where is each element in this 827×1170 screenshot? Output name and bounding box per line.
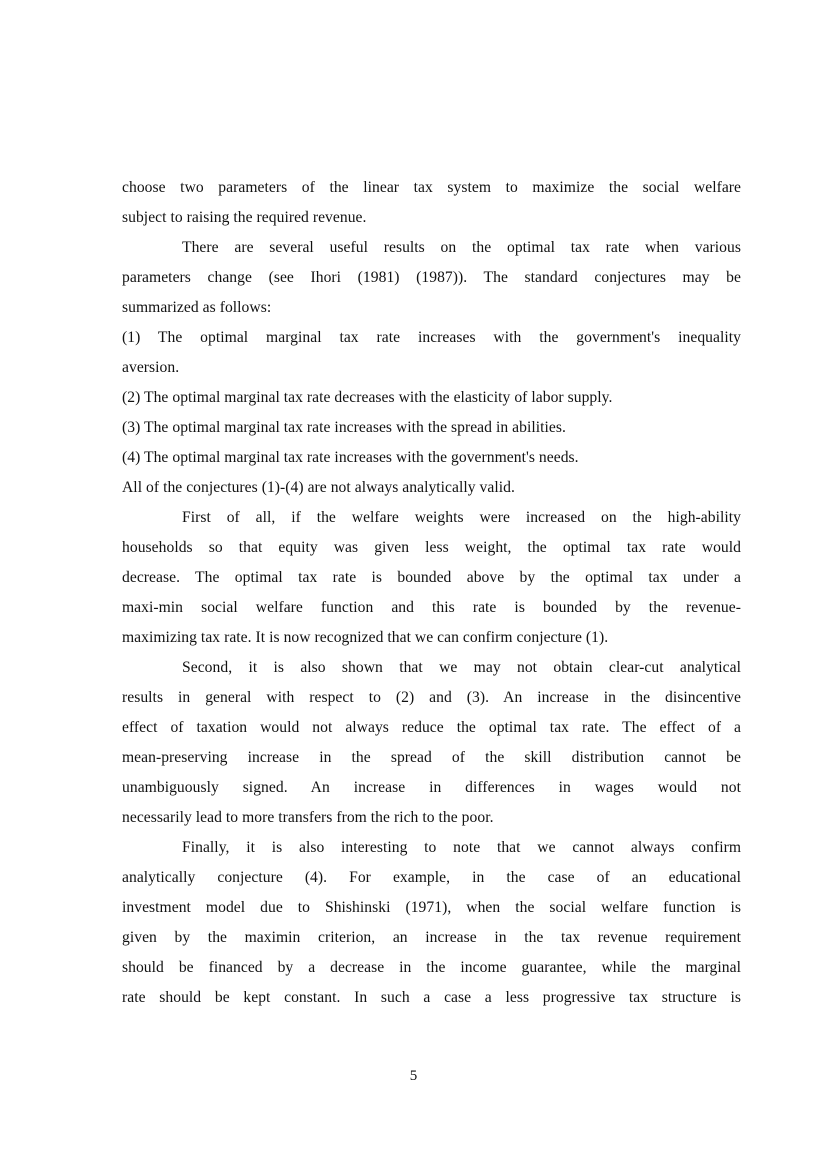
text-line: decrease. The optimal tax rate is bounded above by the optimal tax under a	[122, 569, 741, 586]
text-line: Finally, it is also interesting to note that we cannot always confirm	[182, 839, 741, 856]
body-text	[122, 173, 741, 1013]
text-line: aversion.	[122, 359, 180, 376]
text-line: (4) The optimal marginal tax rate increases with the government's needs.	[122, 449, 579, 466]
text-line: choose two parameters of the linear tax system to maximize the social welfare	[122, 179, 741, 196]
text-line: subject to raising the required revenue.	[122, 209, 367, 226]
text-line: analytically conjecture (4). For example, in the case of an educational	[122, 869, 741, 886]
text-line: mean-preserving increase in the spread of the skill distribution cannot be	[122, 749, 741, 766]
text-line: (1) The optimal marginal tax rate increases with the government's inequality	[122, 329, 741, 346]
text-line: rate should be kept constant. In such a case a less progressive tax structure is	[122, 989, 741, 1006]
text-line: unambiguously signed. An increase in differences in wages would not	[122, 779, 741, 796]
text-line: should be financed by a decrease in the income guarantee, while the marginal	[122, 959, 741, 976]
page-number: 5	[409, 1068, 418, 1084]
text-line: results in general with respect to (2) and (3). An increase in the disincentive	[122, 689, 741, 706]
text-line: (2) The optimal marginal tax rate decreases with the elasticity of labor supply.	[122, 389, 613, 406]
text-line: necessarily lead to more transfers from the rich to the poor.	[122, 809, 494, 826]
text-line: effect of taxation would not always reduce the optimal tax rate. The effect of a	[122, 719, 741, 736]
text-line: First of all, if the welfare weights were increased on the high-ability	[182, 509, 741, 526]
text-line: Second, it is also shown that we may not obtain clear-cut analytical	[182, 659, 741, 676]
text-line: households so that equity was given less weight, the optimal tax rate would	[122, 539, 741, 556]
text-line: All of the conjectures (1)-(4) are not always analytically valid.	[122, 479, 515, 496]
text-line: (3) The optimal marginal tax rate increases with the spread in abilities.	[122, 419, 566, 436]
text-line: summarized as follows:	[122, 299, 272, 316]
text-line: parameters change (see Ihori (1981) (1987)). The standard conjectures may be	[122, 269, 741, 286]
text-line: maxi-min social welfare function and this rate is bounded by the revenue-	[122, 599, 741, 616]
text-line: given by the maximin criterion, an increase in the tax revenue requirement	[122, 929, 741, 946]
text-line: There are several useful results on the optimal tax rate when various	[182, 239, 741, 256]
text-line: investment model due to Shishinski (1971), when the social welfare function is	[122, 899, 741, 916]
text-line: maximizing tax rate. It is now recognized that we can confirm conjecture (1).	[122, 629, 609, 646]
